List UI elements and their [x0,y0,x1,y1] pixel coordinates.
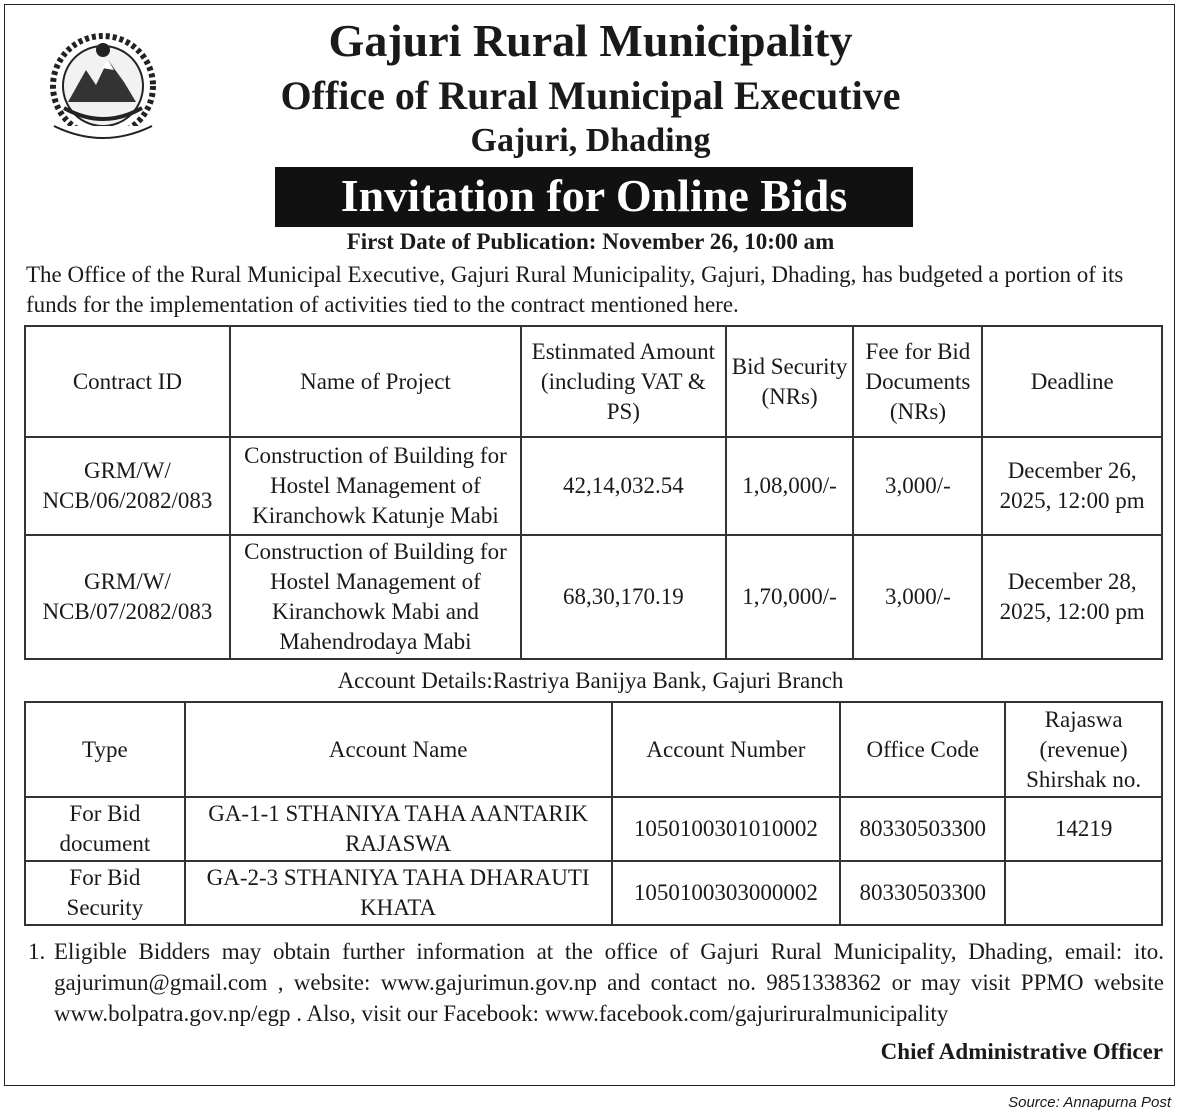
office-title: Office of Rural Municipal Executive [280,73,901,118]
header-bid-fee: Fee for Bid Documents (NRs) [853,326,982,437]
deadline: December 28, 2025, 12:00 pm [982,535,1162,659]
estimated-amount: 68,30,170.19 [521,535,726,659]
table-row [25,861,1162,925]
header-account-number: Account Number [612,702,841,797]
header-project-name: Name of Project [230,326,521,437]
contracts-header-row [25,326,1162,437]
header-type: Type [25,702,185,797]
bid-security: 1,70,000/- [726,535,854,659]
office-code: 80330503300 [840,797,1005,861]
account-type: For Bid document [25,797,185,861]
account-name: GA-1-1 STHANIYA TAHA AANTARIK RAJASWA [185,797,612,861]
header-bid-security: Bid Security (NRs) [726,326,854,437]
account-name: GA-2-3 STHANIYA TAHA DHARAUTI KHATA [185,861,612,925]
accounts-table [24,701,1163,926]
eligibility-note [28,936,1164,1029]
estimated-amount: 42,14,032.54 [521,437,726,535]
account-details: Account Details:Rastriya Banijya Bank, Gajuri Branch [337,668,844,693]
revenue-no: 14219 [1005,797,1162,861]
bid-security: 1,08,000/- [726,437,854,535]
publication-date: First Date of Publication: November 26, 10:00 am [346,229,835,254]
header-office-code: Office Code [840,702,1005,797]
intro-paragraph: The Office of the Rural Municipal Executive, Gajuri Rural Municipality, Gajuri, Dhading, has budgeted a portion of its funds for the implementation of activities tied to the contract mentioned here. [26,262,1124,317]
header-revenue-no: Rajaswa (revenue) Shirshak no. [1005,702,1162,797]
bid-fee: 3,000/- [853,437,982,535]
invitation-banner: Invitation for Online Bids [275,167,913,227]
bid-fee: 3,000/- [853,535,982,659]
account-number: 1050100303000002 [612,861,841,925]
header-account-name: Account Name [185,702,612,797]
office-code: 80330503300 [840,861,1005,925]
note-text: Eligible Bidders may obtain further information at the office of Gajuri Rural Municipality, Dhading, email: ito. gajurimun@gmail.com , website: www.gajurimun.gov.np and contact no. 9851338362 or may visit PPMO website www.bolpatra.gov.np/egp . Also, visit our Facebook: www.facebook.com/gajuriruralmunicipality [54,939,1164,1026]
signatory: Chief Administrative Officer [880,1039,1163,1064]
project-name: Construction of Building for Hostel Management of Kiranchowk Katunje Mabi [230,437,521,535]
table-row [25,535,1162,659]
location-title: Gajuri, Dhading [470,122,711,159]
table-row [25,437,1162,535]
header-estimated-amount: Estinmated Amount (including VAT & PS) [521,326,726,437]
source-credit: Source: Annapurna Post [1008,1094,1171,1111]
table-row [25,797,1162,861]
contract-id: GRM/W/ NCB/07/2082/083 [25,535,230,659]
header-contract-id: Contract ID [25,326,230,437]
account-type: For Bid Security [25,861,185,925]
contracts-table [24,325,1163,660]
municipality-title: Gajuri Rural Municipality [328,15,853,66]
note-number: 1. [28,939,46,964]
project-name: Construction of Building for Hostel Management of Kiranchowk Mabi and Mahendrodaya Mabi [230,535,521,659]
header-deadline: Deadline [982,326,1162,437]
contract-id: GRM/W/ NCB/06/2082/083 [25,437,230,535]
deadline: December 26, 2025, 12:00 pm [982,437,1162,535]
accounts-header-row [25,702,1162,797]
account-number: 1050100301010002 [612,797,841,861]
revenue-no [1005,861,1162,925]
